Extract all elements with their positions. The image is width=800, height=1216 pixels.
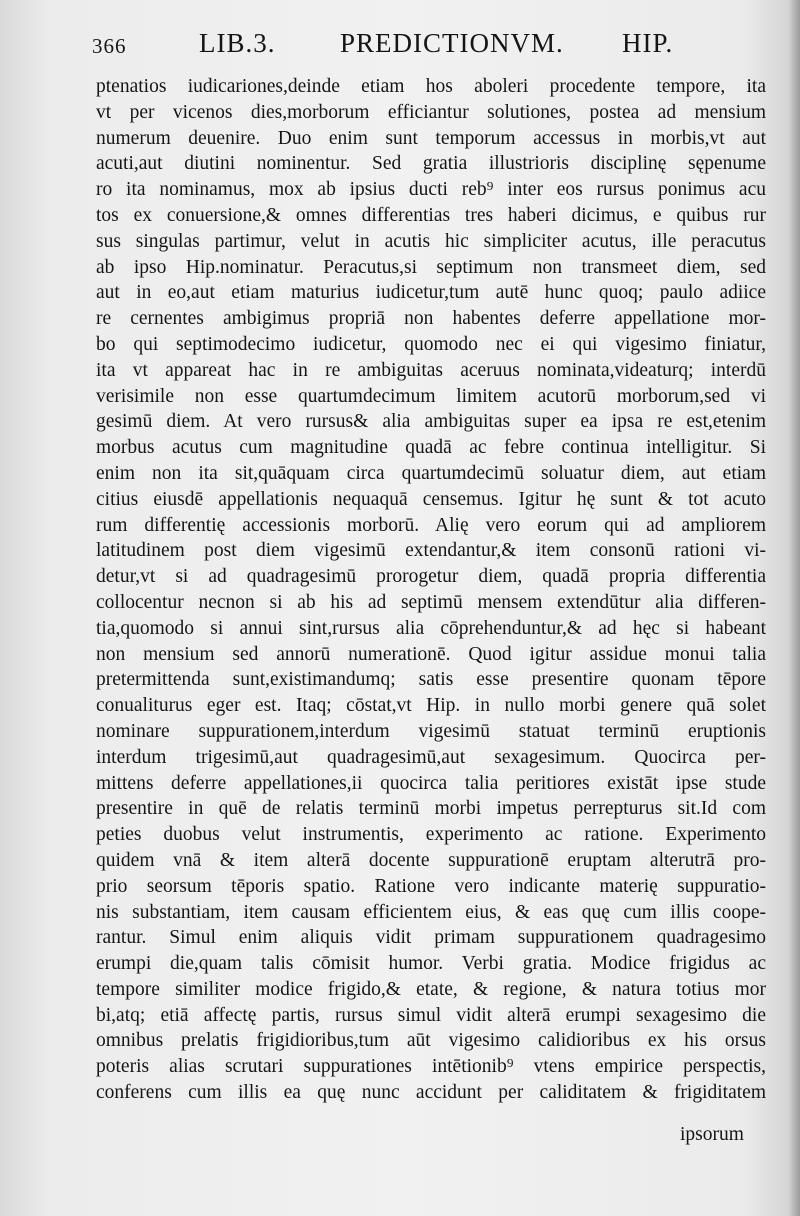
running-title: PREDICTIONVM. [340, 28, 564, 58]
text-line: tia,quomodo si annui sint,rursus alia cōprehenduntur,& ad hęc si habeant [96, 617, 766, 639]
body-text [96, 74, 766, 1106]
text-line: vt per vicenos dies,morborum efficiantur solutiones, postea ad mensium [96, 101, 766, 123]
text-line: conualiturus eger est. Itaq; cōstat,vt Hip. in nullo morbi genere quā solet [96, 695, 766, 717]
text-line: interdum trigesimū,aut quadragesimū,aut sexagesimum. Quocirca per- [96, 746, 766, 768]
text-line: aut in eo,aut etiam maturius iudicetur,tum autē hunc quoq; paulo adiice [96, 282, 766, 304]
text-line: erumpi die,quam talis cōmisit humor. Verbi gratia. Modice frigidus ac [96, 953, 766, 975]
text-line: presentire in quē de relatis terminū morbi impetus perrepturus sit.Id com [96, 798, 766, 820]
text-line: latitudinem post diem vigesimū extendantur,& item consonū rationi vi- [96, 540, 766, 562]
text-line: pretermittenda sunt,existimandumq; satis esse presentire quonam tēpore [96, 669, 766, 691]
text-line: bo qui septimodecimo iudicetur, quomodo nec ei qui vigesimo finiatur, [96, 333, 766, 355]
text-line: gesimū diem. At vero rursus& alia ambiguitas super ea ipsa re est,etenim [96, 411, 766, 433]
text-line: non mensium sed annorū numerationē. Quod igitur assidue monui talia [96, 643, 766, 665]
text-line: rantur. Simul enim aliquis vidit primam suppurationem quadragesimo [96, 927, 766, 949]
text-line: numerum deuenire. Duo enim sunt temporum accessus in morbis,vt aut [96, 127, 766, 149]
text-line: nominare suppurationem,interdum vigesimū statuat terminū eruptionis [96, 720, 766, 742]
page-number: 366 [92, 34, 127, 58]
text-line: ab ipso Hip.nominatur. Peracutus,si septimum non transmeet diem, sed [96, 256, 766, 278]
text-line: rum differentię accessionis morborū. Alię vero eorum qui ad ampliorem [96, 514, 766, 536]
text-line: poteris alias scrutari suppurationes intētionib⁹ vtens empirice perspectis, [96, 1056, 766, 1078]
text-line: prio seorsum tēporis spatio. Ratione vero indicante materię suppuratio- [96, 875, 766, 897]
text-line: tos ex conuersione,& omnes differentias tres haberi dicimus, e quibus rur [96, 204, 766, 226]
text-line: peties duobus velut instrumentis, experimento ac ratione. Experimento [96, 824, 766, 846]
text-line: bi,atq; etiā affectę partis, rursus simul vidit alterā erumpi sexagesimo die [96, 1004, 766, 1026]
text-line: nis substantiam, item causam efficientem eius, & eas quę cum illis coope- [96, 901, 766, 923]
text-line: omnibus prelatis frigidioribus,tum aūt vigesimo calidioribus ex his orsus [96, 1030, 766, 1052]
text-line: conferens cum illis ea quę nunc accidunt per caliditatem & frigiditatem [96, 1082, 766, 1104]
text-line: ptenatios iudicariones,deinde etiam hos aboleri procedente tempore, ita [96, 76, 766, 97]
text-line: ro ita nominamus, mox ab ipsius ducti reb⁹ inter eos rursus ponimus acu [96, 179, 766, 201]
text-line: mittens deferre appellationes,ii quocirca talia peritiores existāt ipse stude [96, 772, 766, 794]
text-line: enim non ita sit,quāquam circa quartumdecimū soluatur diem, aut etiam [96, 462, 766, 484]
text-line: quidem vnā & item alterā docente suppurationē eruptam alterutrā pro- [96, 849, 766, 871]
text-line: sus singulas partimur, velut in acutis hic simpliciter acutus, ille peracutus [96, 230, 766, 252]
text-line: collocentur necnon si ab his ad septimū mensem extendūtur alia differen- [96, 591, 766, 613]
text-line: citius eiusdē appellationis nequaquā censemus. Igitur hę sunt & tot acuto [96, 488, 766, 510]
running-header [92, 28, 674, 64]
text-line: verisimile non esse quartumdecimum limitem acutorū morborum,sed vi [96, 385, 766, 407]
text-line: re cernentes ambigimus propriā non habentes deferre appellatione mor- [96, 308, 766, 330]
text-line: ita vt appareat hac in re ambiguitas aceruus nominata,videaturq; interdū [96, 359, 766, 381]
author-label: HIP. [622, 28, 674, 58]
catchword: ipsorum [680, 1124, 744, 1145]
text-line: morbus acutus cum magnitudine quadā ac febre continua intelligitur. Si [96, 437, 766, 459]
text-line: acuti,aut diutini nominentur. Sed gratia illustrioris disciplinę sępenume [96, 153, 766, 175]
text-line: detur,vt si ad quadragesimū prorogetur diem, quadā propria differentia [96, 566, 766, 588]
book-label: LIB.3. [199, 28, 276, 58]
text-line: tempore similiter modice frigido,& etate, & regione, & natura totius mor [96, 978, 766, 1000]
page-edge-shadow [788, 0, 800, 1216]
